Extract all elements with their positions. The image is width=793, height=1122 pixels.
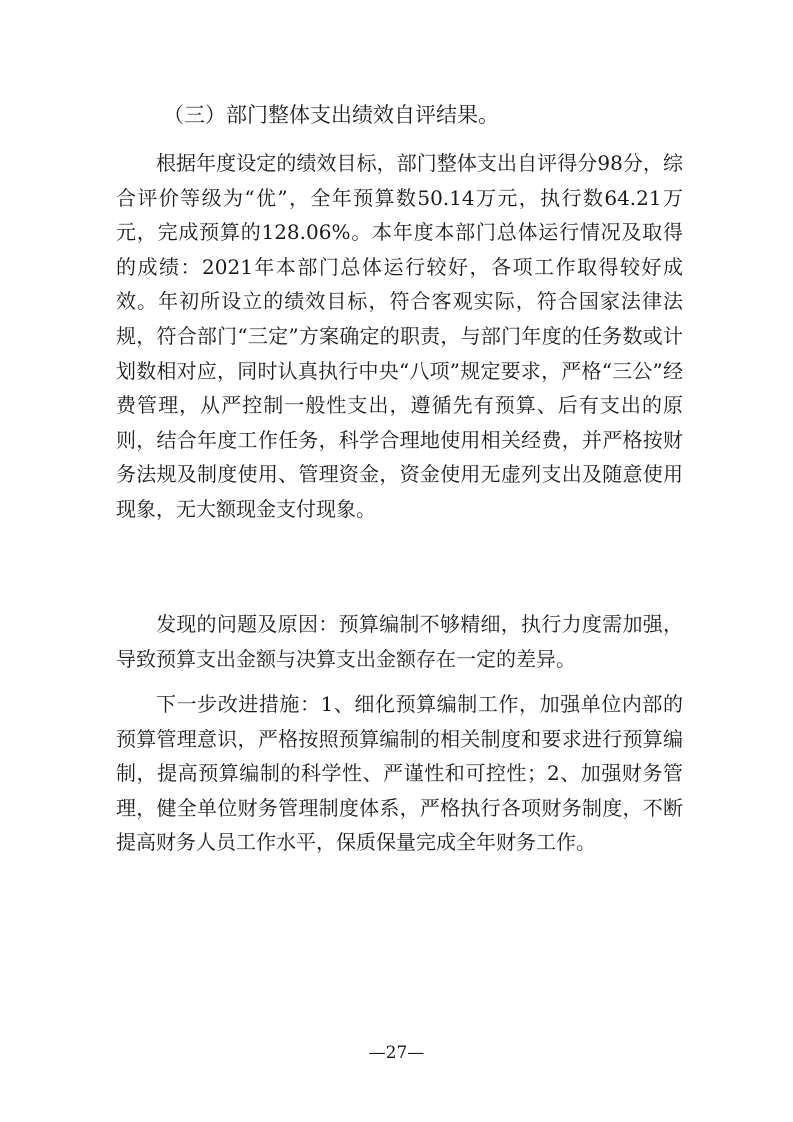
section-heading: （三）部门整体支出绩效自评结果。 [163, 103, 499, 127]
page-number: —27— [368, 1043, 425, 1063]
performance-result-paragraph: 根据年度设定的绩效目标，部门整体支出自评得分98分，综合评价等级为“优”，全年预算数50.14万元，执行数64.21万元，完成预算的128.06%。本年度本部门总体运行情况及取得的成绩：2021年本部门总体运行较好，各项工作取得较好成效。年初所设立的绩效目标，符合客观实际，符合国家法律法规，符合部门“三定”方案确定的职责，与部门年度的任务数或计划数相对应，同时认真执行中央“八项”规定要求，严格“三公”经费管理，从严控制一般性支出，遵循先有预算、后有支出的原则，结合年度工作任务，科学合理地使用相关经费，并严格按财务法规及制度使用、管理资金，资金使用无虚列支出及随意使用现象，无大额现金支付现象。 [116, 151, 683, 521]
problems-paragraph: 发现的问题及原因：预算编制不够精细，执行力度需加强，导致预算支出金额与决算支出金额存在一定的差异。 [116, 612, 683, 671]
improvement-measures-paragraph: 下一步改进措施：1、细化预算编制工作，加强单位内部的预算管理意识，严格按照预算编制的相关制度和要求进行预算编制，提高预算编制的科学性、严谨性和可控性；2、加强财务管理，健全单位财务管理制度体系，严格执行各项财务制度，不断提高财务人员工作水平，保质保量完成全年财务工作。 [116, 692, 683, 855]
